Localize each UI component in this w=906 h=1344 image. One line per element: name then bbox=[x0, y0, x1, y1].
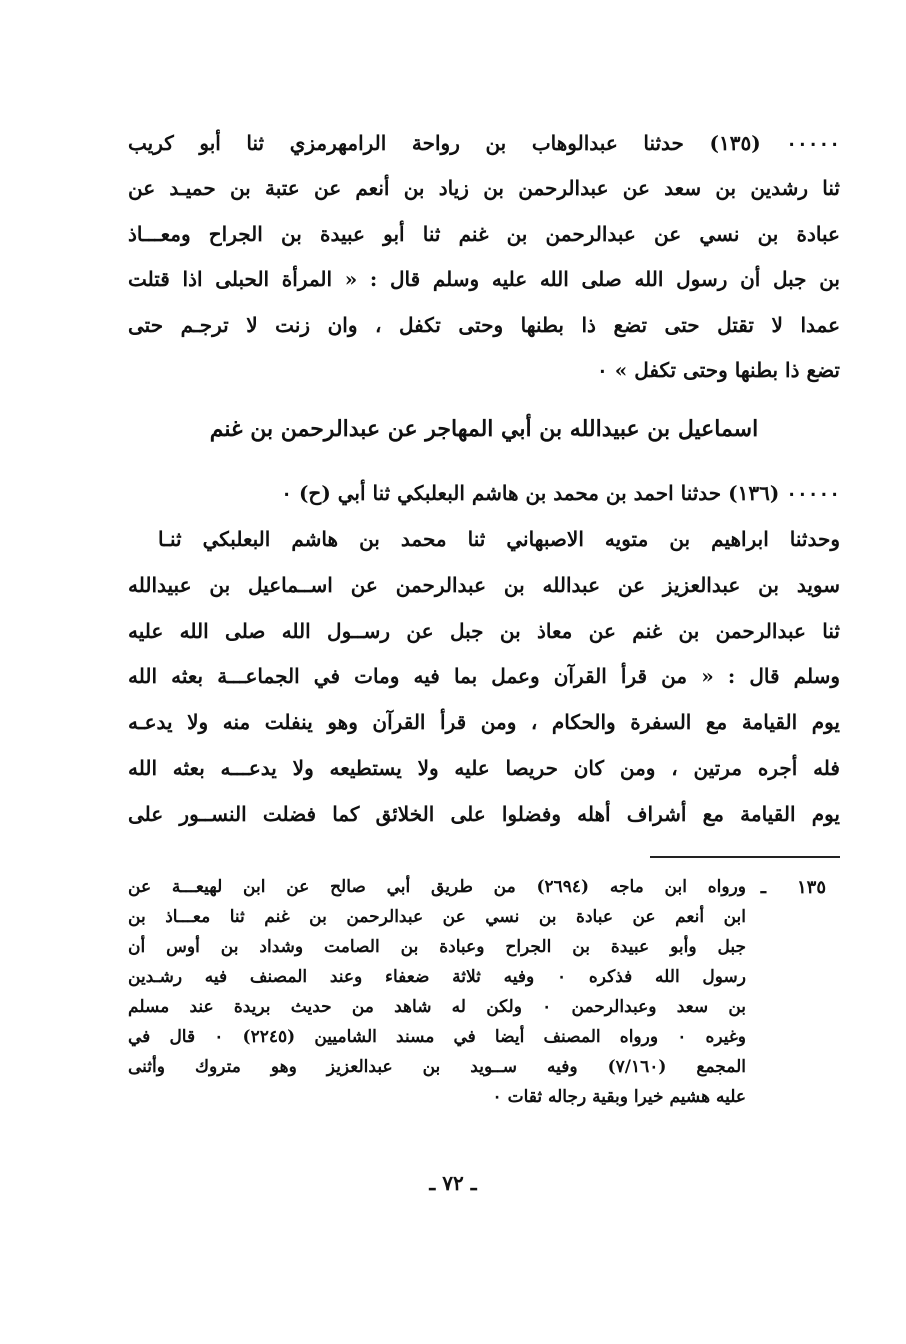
footnote-line: ابن أنعم عن عبادة بن نسي عن عبدالرحمن بن غنم ثنا معـــاذ بن bbox=[128, 907, 746, 927]
footnote-separator bbox=[650, 856, 840, 858]
footnote-line: بن سعد وعبدالرحمن ٠ ولكن له شاهد من حديث بريدة عند مسلم bbox=[128, 997, 746, 1017]
hadith-135-paragraph bbox=[128, 128, 840, 380]
text-line: فله أجره مرتين ، ومن كان حريصا عليه ولا يستطيعه ولا يدعـــه بعثه الله bbox=[128, 756, 840, 780]
text-line: بن جبل أن رسول الله صلى الله عليه وسلم قال : « المرأة الحبلى اذا قتلت bbox=[128, 267, 840, 291]
footnote-number: ١٣٥ bbox=[796, 877, 826, 898]
text-line: تضع ذا بطنها وحتى تكفل » ٠ bbox=[597, 358, 840, 382]
footnote-line: رسول الله فذكره ٠ وفيه ثلاثة ضعفاء وعند المصنف فيه رشـدين bbox=[128, 967, 746, 987]
footnote-text bbox=[128, 874, 746, 1124]
footnote-dash: ـ bbox=[760, 877, 766, 898]
page-number: ـ ٧٢ ـ bbox=[429, 1171, 477, 1195]
footnote-line: ورواه ابن ماجه (٢٦٩٤) من طريق أبي صالح عن ابن لهيعـــة عن bbox=[128, 877, 746, 897]
footnote-line: وغيره ٠ ورواه المصنف أيضا في مسند الشاميين (٢٢٤٥) ٠ قال في bbox=[128, 1027, 746, 1047]
text-line: ٠٠٠٠٠ (١٣٦) حدثنا احمد بن محمد بن هاشم البعلبكي ثنا أبي (ح) ٠ bbox=[281, 481, 840, 505]
text-line: ثنا رشدين بن سعد عن عبدالرحمن بن زياد بن أنعم عن عتبة بن حميـد عن bbox=[128, 176, 840, 200]
text-line: ٠٠٠٠٠ (١٣٥) حدثنا عبدالوهاب بن رواحة الرامهرمزي ثنا أبو كريب bbox=[128, 131, 840, 155]
text-line: عمدا لا تقتل حتى تضع ذا بطنها وحتى تكفل ، وان زنت لا ترجـم حتى bbox=[128, 313, 840, 337]
text-line: وحدثنا ابراهيم بن متويه الاصبهاني ثنا محمد بن هاشم البعلبكي ثنـا bbox=[158, 527, 840, 551]
text-line: سويد بن عبدالعزيز عن عبدالله بن عبدالرحمن عن اســماعيل بن عبيدالله bbox=[128, 573, 840, 597]
hadith-136-paragraph bbox=[128, 478, 840, 838]
footnote-line: جبل وأبو عبيدة بن الجراح وعبادة بن الصامت وشداد بن أوس أن bbox=[128, 937, 746, 957]
text-line: يوم القيامة مع أشراف أهله وفضلوا على الخلائق كما فضلت النســور على bbox=[128, 802, 840, 826]
footnote-line: المجمع (٧/١٦٠) وفيه ســويد بن عبدالعزيز وهو متروك وأثنى bbox=[128, 1057, 746, 1077]
section-heading: اسماعيل بن عبيدالله بن أبي المهاجر عن عبدالرحمن بن غنم bbox=[209, 416, 759, 442]
text-line: عبادة بن نسي عن عبدالرحمن بن غنم ثنا أبو عبيدة بن الجراح ومعـــاذ bbox=[128, 222, 840, 246]
text-line: ثنا عبدالرحمن بن غنم عن معاذ بن جبل عن رســول الله صلى الله عليه bbox=[128, 619, 840, 643]
text-line: يوم القيامة مع السفرة والحكام ، ومن قرأ القرآن وهو ينفلت منه ولا يدعـه bbox=[128, 710, 840, 734]
footnote-line: عليه هشيم خيرا وبقية رجاله ثقات ٠ bbox=[492, 1087, 746, 1107]
text-line: وسلم قال : « من قرأ القرآن وعمل بما فيه ومات في الجماعـــة بعثه الله bbox=[128, 664, 840, 688]
